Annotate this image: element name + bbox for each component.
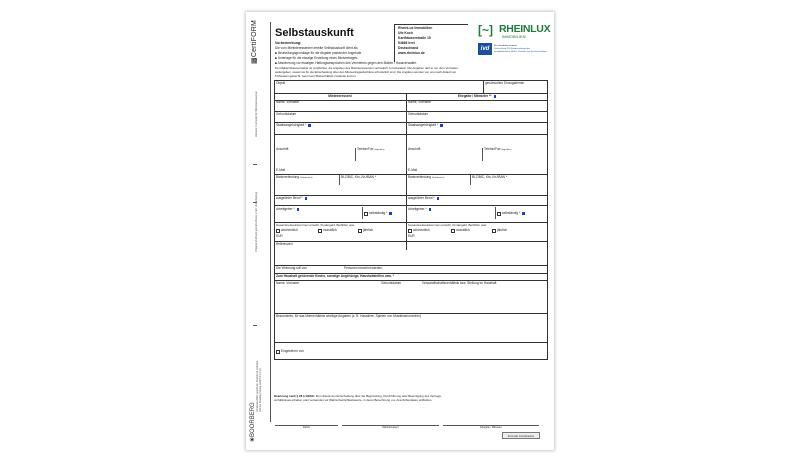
personen-label: Personen bewohnt werden. bbox=[344, 266, 383, 270]
objekt-field[interactable]: Objekt bbox=[276, 81, 286, 85]
preface-intro: Die vom Mietinteressenten erteilte Selbstauskunft dient als bbox=[275, 46, 358, 50]
address-web: www.rheinlux.de bbox=[398, 51, 425, 55]
beruf-field-right[interactable]: ausgeübter Beruf * bbox=[408, 197, 439, 201]
geburtsdatum-field-left[interactable]: Geburtsdatum bbox=[276, 112, 297, 116]
rheinlux-bracket: [~] bbox=[478, 23, 493, 37]
monatlich-checkbox-left[interactable] bbox=[318, 229, 322, 233]
staatsangehoerigkeit-field-left[interactable]: Staatsangehörigkeit * bbox=[276, 124, 311, 128]
iban-field-right[interactable]: BLZ/BIC, Kto.-Nr./IBAN * bbox=[472, 175, 508, 179]
einzugstermin-field[interactable]: gewünschter Einzugstermin bbox=[485, 81, 525, 85]
eur-field-right[interactable]: EUR bbox=[408, 234, 415, 238]
fold-mark-bottom bbox=[253, 325, 257, 326]
selbstaendig-label-left: selbständig * bbox=[369, 212, 392, 216]
signature-label-mietinteressent: Mietinteressent bbox=[382, 426, 399, 429]
selbstaendig-checkbox-right[interactable] bbox=[497, 212, 501, 216]
signature-label-datum: Datum bbox=[302, 426, 311, 429]
referenzen-field[interactable]: Referenzen bbox=[276, 242, 293, 246]
jaehrlich-checkbox-right[interactable] bbox=[492, 229, 496, 233]
anschrift-field-left[interactable]: Anschrift bbox=[276, 147, 289, 151]
geburtsdatum-field-right[interactable]: Geburtsdatum bbox=[408, 112, 429, 116]
sidebar-fold: Hinweis: Formular für Mietinteressenten bbox=[255, 91, 258, 137]
sidebar-order: Richard Boorberg Verlag GmbH & Co KG bbox=[259, 368, 262, 412]
address-company: RheinLux Immobilien bbox=[398, 26, 433, 30]
einkommen-label-left: Gesamtnettoeinkommen einschl. Kindergeld, Beihilfen usw. bbox=[276, 223, 355, 227]
privacy-text-2: weitergeben, soweit sie für die Entscheidung über den Mietvertragsabschluss erforderlich sind. Die Angaben werden von uns nach Ablauf von bbox=[275, 70, 457, 74]
woechentlich-checkbox-left[interactable] bbox=[276, 229, 280, 233]
email-field-right[interactable]: E-Mail bbox=[408, 168, 418, 172]
monatlich-label-left: monatlich bbox=[323, 228, 337, 232]
wohnung-von-label: Die Wohnung soll von bbox=[276, 266, 307, 270]
bdsg-text-1: Belehrung nach § 28 b BDSG: Zum Zweck der Entscheidung über die Begründung, Durchführung oder Beendigung des Vertrags- bbox=[274, 394, 442, 398]
preface-bullet-1: ■ Beurteilungsgrundlage für die Abgabe passender Angebote. bbox=[275, 51, 363, 55]
einkommen-label-right: Gesamtnettoeinkommen einschl. Kindergeld, Beihilfen usw. bbox=[408, 223, 487, 227]
sidebar-note: Original-Vordruck gemäß Absatz 2 der Vereinbarung bbox=[255, 191, 258, 252]
telefon-field-right[interactable]: Telefon/Fax (tagsüber) bbox=[484, 147, 512, 151]
required-marker-icon bbox=[437, 197, 440, 200]
jaehrlich-label-left: jährlich bbox=[363, 228, 374, 232]
preface-label: Vorbemerkung: bbox=[275, 41, 302, 45]
certiform-logo: ▩CertiFORM bbox=[251, 19, 258, 64]
monatlich-checkbox-right[interactable] bbox=[451, 229, 455, 233]
grid-icon: ▩ bbox=[251, 57, 258, 64]
sidebar-divider bbox=[270, 22, 271, 422]
column-header-mietinteressent: Mietinteressent bbox=[328, 94, 352, 98]
beruf-field-left[interactable]: ausgeübter Beruf * bbox=[276, 197, 307, 201]
rheinlux-logo bbox=[478, 23, 551, 41]
required-marker-icon bbox=[494, 95, 497, 98]
rheinlux-sub: IMMOBILIEN bbox=[502, 34, 526, 39]
arbeitgeber-field-left[interactable]: Arbeitgeber * bbox=[276, 208, 299, 212]
boorberg-icon: ❀ bbox=[250, 436, 256, 442]
fold-mark-middle bbox=[253, 202, 257, 203]
arbeitgeber-field-right[interactable]: Arbeitgeber * bbox=[408, 208, 431, 212]
sidebar-legal: Urheberrechtlich geschützt. Nachdruck verboten. bbox=[256, 360, 259, 412]
monatlich-label-right: monatlich bbox=[456, 228, 470, 232]
bank-field-right[interactable]: Bankverbindung (Geldinstitut) bbox=[408, 175, 445, 179]
required-marker-icon bbox=[440, 124, 443, 127]
eingesehen-checkbox[interactable] bbox=[276, 350, 280, 354]
required-marker-icon bbox=[429, 208, 432, 211]
staatsangehoerigkeit-field-right[interactable]: Staatsangehörigkeit * bbox=[408, 124, 443, 128]
ivd-text-3: Immobilienberater, Makler, Verwalter und Sachverständigen bbox=[494, 51, 547, 53]
haushalt-geburtsdatum-header: Geburtsdatum bbox=[381, 281, 402, 285]
preface-bullet-3: ■ Absicherung vor etwaigen Haftungsansprüchen des Vermieters gegen den Makler / Hausverwalter. bbox=[275, 61, 417, 65]
required-marker-icon bbox=[308, 124, 311, 127]
address-block bbox=[394, 24, 468, 62]
jaehrlich-label-right: jährlich bbox=[497, 228, 508, 232]
eur-field-left[interactable]: EUR bbox=[276, 234, 283, 238]
column-divider bbox=[406, 93, 407, 250]
jaehrlich-checkbox-left[interactable] bbox=[358, 229, 362, 233]
name-field-left[interactable]: Name, Vorname bbox=[276, 100, 300, 104]
column-header-ehegatte: Ehegatte / Mitmieter ** bbox=[406, 95, 548, 99]
selbstaendig-label-right: selbständig * bbox=[502, 212, 525, 216]
anschrift-field-right[interactable]: Anschrift bbox=[408, 147, 421, 151]
woechentlich-label-right: wöchentlich bbox=[413, 228, 430, 232]
fold-mark-top bbox=[253, 164, 257, 165]
required-marker-icon bbox=[297, 208, 300, 211]
required-marker-icon bbox=[305, 197, 308, 200]
address-city: 54666 Irrel bbox=[398, 41, 415, 45]
haushalt-verhaeltnis-header: Verwandtschaftsverhältnis bzw. Stellung im Haushalt bbox=[422, 281, 497, 285]
preface-bullet-2: ■ Unterlage für die etwaige Erstellung eines Mietvertrages. bbox=[275, 56, 358, 60]
woechentlich-checkbox-right[interactable] bbox=[408, 229, 412, 233]
signature-label-ehegatte: Ehegatte / Mitmieter bbox=[480, 426, 502, 429]
email-field-left[interactable]: E-Mail bbox=[276, 168, 286, 172]
required-marker-icon bbox=[522, 212, 525, 215]
ivd-logo: ivd bbox=[478, 43, 492, 55]
bdsg-text-2: verhältnisses erheben oder verwenden wir Wahrscheinlichkeitswerte, in deren Berechnung u.a. Anschriftendaten einfließen. bbox=[274, 398, 433, 402]
form-page bbox=[246, 12, 554, 450]
selbstaendig-checkbox-left[interactable] bbox=[364, 212, 368, 216]
sidebar bbox=[246, 12, 270, 450]
boorberg-logo: ❀BOORBERG bbox=[250, 402, 256, 442]
address-contact: Ute Koch bbox=[398, 31, 413, 35]
privacy-text-1: Der Makler/Hausverwalter ist verpflichtet, die Angaben des Mietinteressenten vertraulich zu behandeln. Die Angaben darf er nur dem Vermieter bbox=[275, 66, 458, 70]
reset-form-button[interactable]: Formular zurücksetzen bbox=[502, 432, 540, 439]
ivd-text-2: Deutschland IVD Bundesverband der bbox=[494, 48, 531, 50]
address-street: Karthäuserstraße 15 bbox=[398, 36, 431, 40]
ivd-text-1: Der Immobilienverband bbox=[494, 45, 517, 47]
rheinlux-name: RHEINLUX bbox=[499, 23, 551, 35]
iban-field-left[interactable]: BLZ/BIC, Kto.-Nr./IBAN * bbox=[341, 175, 377, 179]
haushalt-name-header: Name, Vorname bbox=[276, 281, 300, 285]
name-field-right[interactable]: Name, Vorname bbox=[408, 100, 432, 104]
page-title: Selbstauskunft bbox=[275, 27, 354, 39]
required-marker-icon bbox=[389, 212, 392, 215]
besonderes-field[interactable]: Besonderes, für das Mietverhältnis wichtige Angaben (z. B. Haustiere, Spielen von Musikinstrumenten) bbox=[276, 314, 421, 318]
telefon-field-left[interactable]: Telefon/Fax (tagsüber) bbox=[357, 147, 385, 151]
bank-field-left[interactable]: Bankverbindung (Geldinstitut) bbox=[276, 175, 313, 179]
address-country: Deutschland bbox=[398, 46, 419, 50]
eingesehen-label: Eingesehen von bbox=[281, 349, 304, 353]
haushalt-title: Zum Haushalt gehörende Kinder, sonstige Angehörige, Haushaltshilfen usw. * bbox=[276, 274, 394, 278]
privacy-text-3: 6 Monaten gelöscht, wenn kein Mietverhältnis zustande kommt. bbox=[275, 74, 357, 78]
woechentlich-label-left: wöchentlich bbox=[281, 228, 298, 232]
